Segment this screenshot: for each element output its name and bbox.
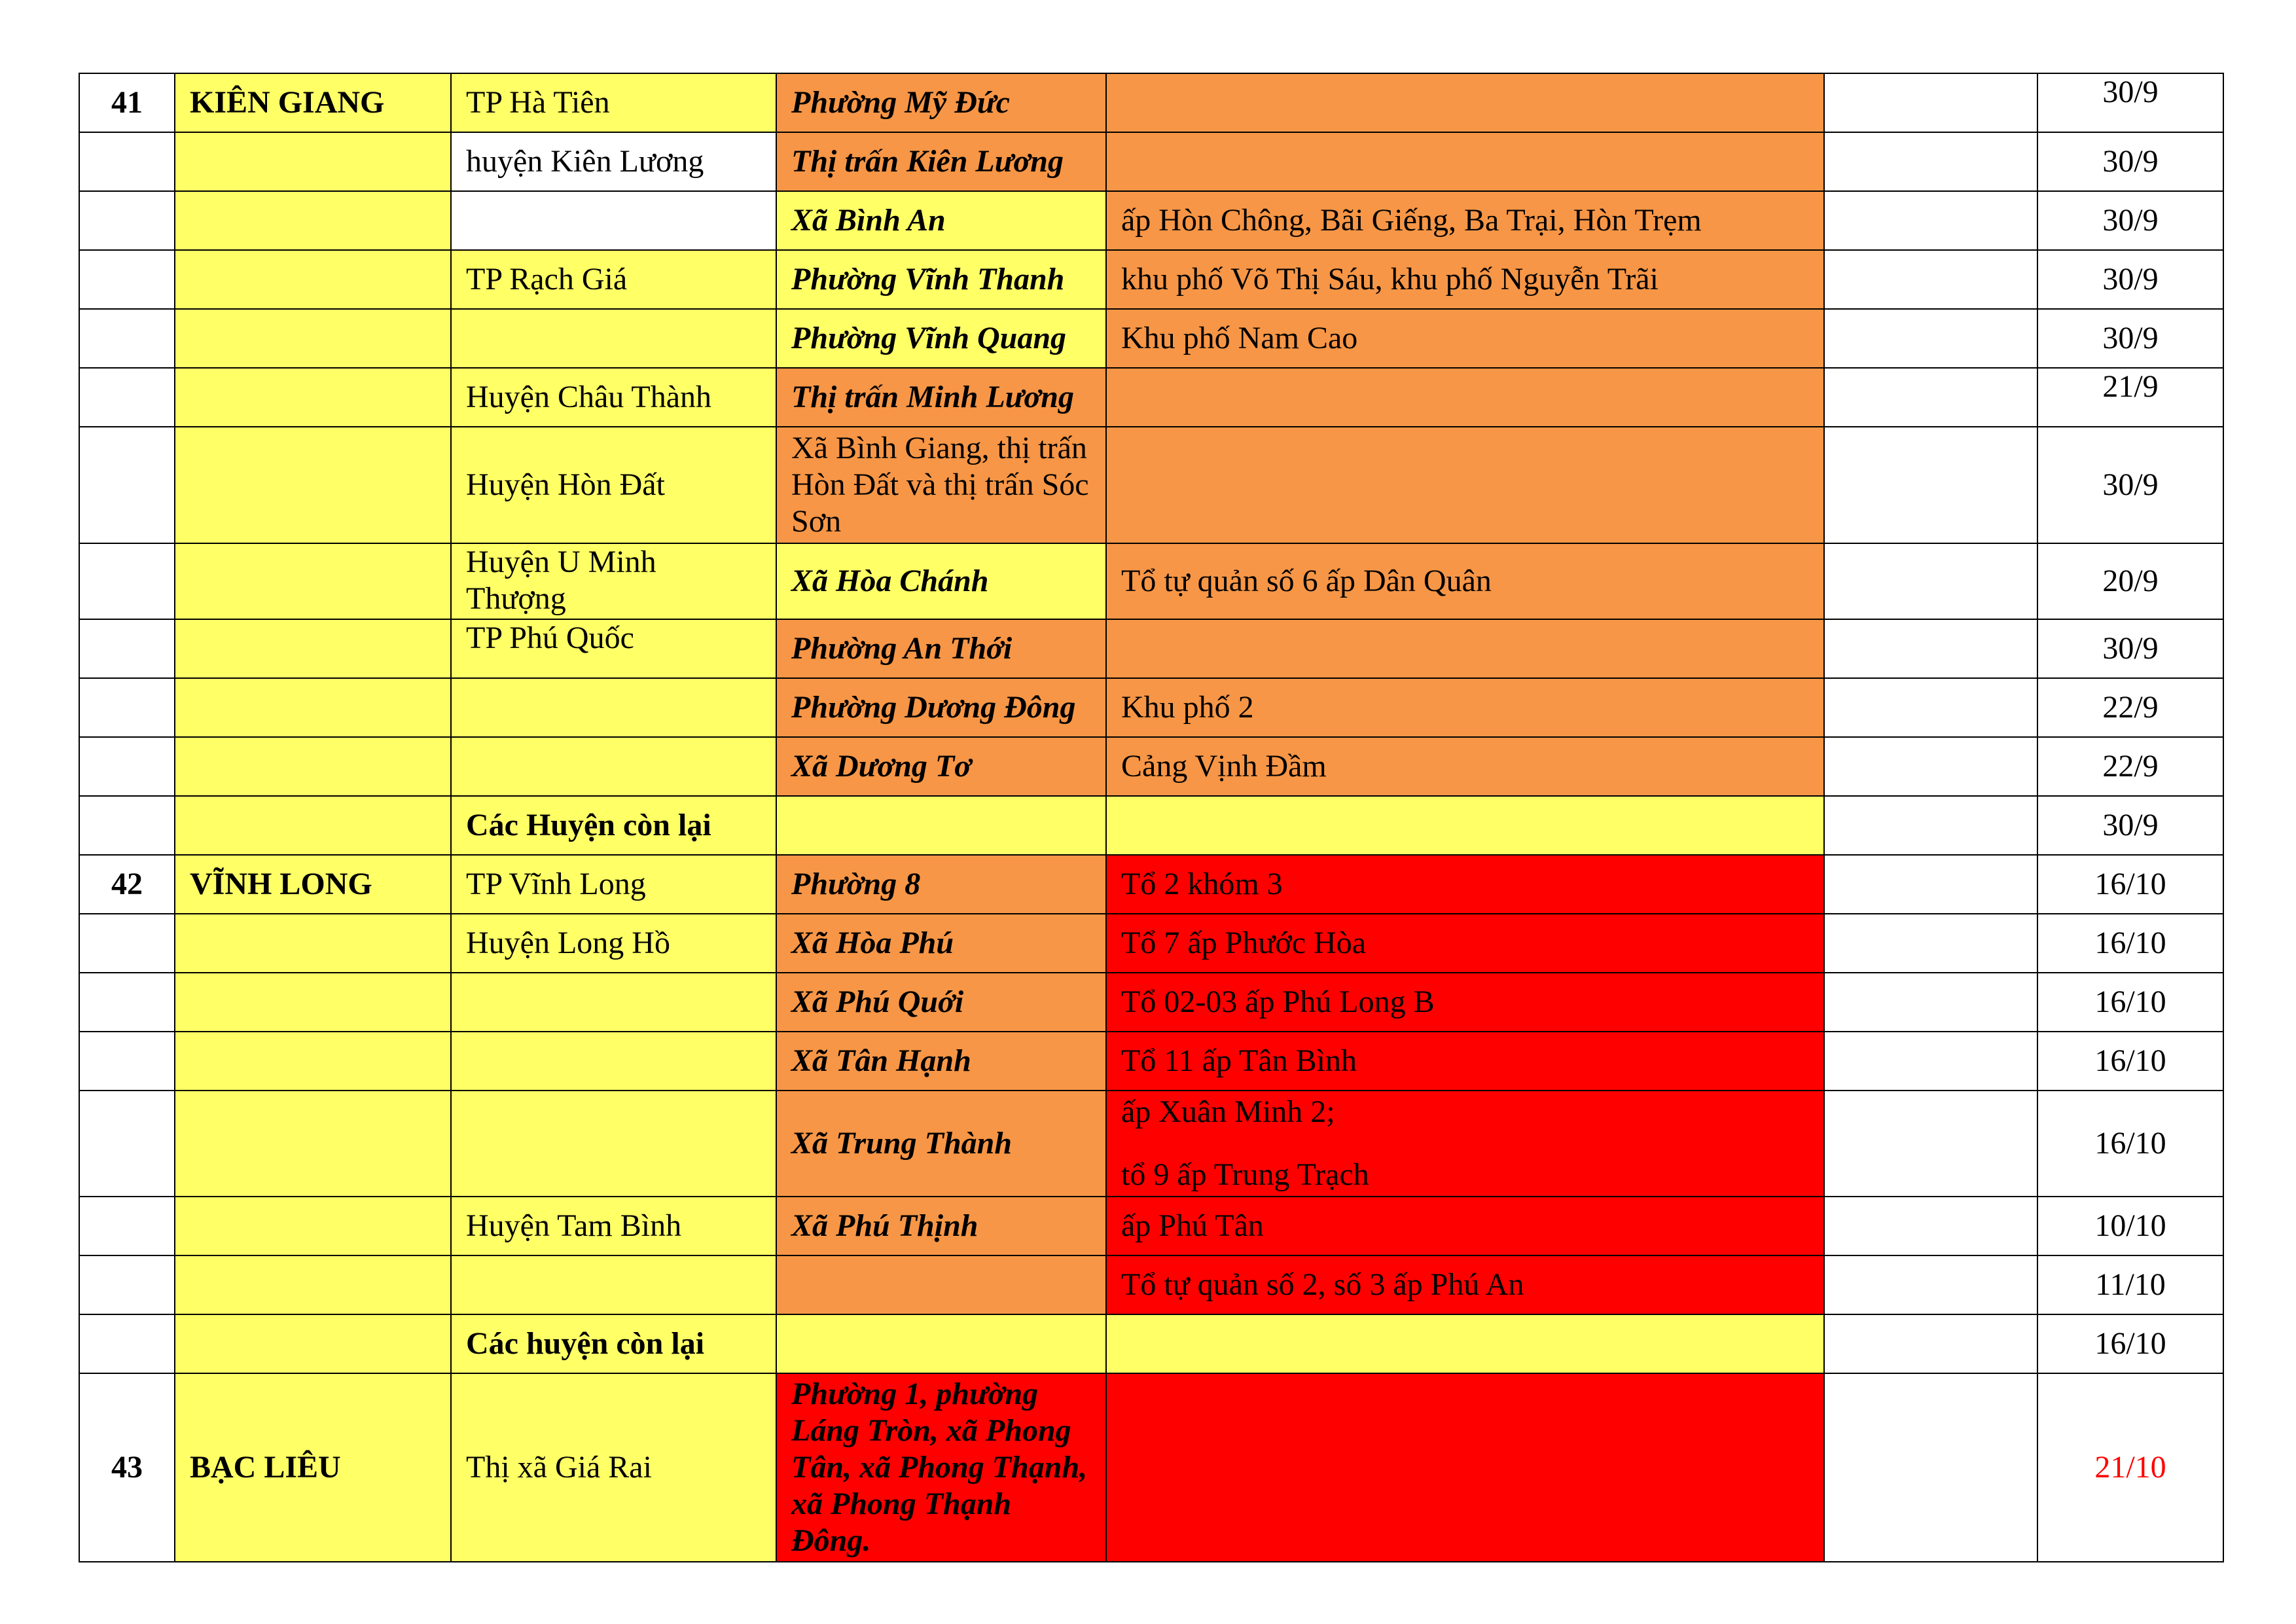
- district-name: Huyện Hòn Đất: [451, 427, 776, 543]
- district-name: Huyện Châu Thành: [451, 368, 776, 427]
- commune-name: Xã Hòa Phú: [776, 914, 1106, 973]
- extra-cell: [1824, 914, 2037, 973]
- row-number: [79, 1255, 175, 1314]
- table-row: [79, 309, 2223, 368]
- end-date: 16/10: [2037, 1091, 2223, 1197]
- extra-cell: [1824, 973, 2037, 1032]
- extra-cell: [1824, 1091, 2037, 1197]
- row-number: [79, 796, 175, 855]
- extra-cell: [1824, 427, 2037, 543]
- end-date: 22/9: [2037, 678, 2223, 737]
- end-date: 10/10: [2037, 1197, 2223, 1255]
- district-name: [451, 191, 776, 250]
- table-row: [79, 250, 2223, 309]
- district-name: Huyện Long Hồ: [451, 914, 776, 973]
- province-name: [175, 543, 451, 619]
- extra-cell: [1824, 1314, 2037, 1373]
- extra-cell: [1824, 678, 2037, 737]
- area-detail: Khu phố 2: [1106, 678, 1824, 737]
- district-name: Huyện U Minh Thượng: [451, 543, 776, 619]
- district-name: Thị xã Giá Rai: [451, 1373, 776, 1562]
- province-name: VĨNH LONG: [175, 855, 451, 914]
- commune-name: Xã Phú Quới: [776, 973, 1106, 1032]
- row-number: 43: [79, 1373, 175, 1562]
- extra-cell: [1824, 73, 2037, 132]
- commune-name: Xã Trung Thành: [776, 1091, 1106, 1197]
- commune-name: [776, 796, 1106, 855]
- end-date: 11/10: [2037, 1255, 2223, 1314]
- end-date: 22/9: [2037, 737, 2223, 796]
- row-number: [79, 619, 175, 678]
- end-date: 30/9: [2037, 250, 2223, 309]
- table-row: [79, 678, 2223, 737]
- commune-name: Xã Dương Tơ: [776, 737, 1106, 796]
- commune-name: Thị trấn Kiên Lương: [776, 132, 1106, 191]
- area-detail: Tổ 2 khóm 3: [1106, 855, 1824, 914]
- end-date: 20/9: [2037, 543, 2223, 619]
- extra-cell: [1824, 1197, 2037, 1255]
- area-detail: [1106, 73, 1824, 132]
- district-name: Các Huyện còn lại: [451, 796, 776, 855]
- province-name: [175, 250, 451, 309]
- commune-name: Phường Vĩnh Thanh: [776, 250, 1106, 309]
- extra-cell: [1824, 543, 2037, 619]
- table-row: [79, 737, 2223, 796]
- commune-name: Phường Vĩnh Quang: [776, 309, 1106, 368]
- district-name: [451, 737, 776, 796]
- area-detail: [1106, 796, 1824, 855]
- commune-name: Xã Hòa Chánh: [776, 543, 1106, 619]
- area-detail: Tổ tự quản số 2, số 3 ấp Phú An: [1106, 1255, 1824, 1314]
- table-row: [79, 1032, 2223, 1091]
- area-detail-line: ấp Xuân Minh 2;: [1121, 1094, 1335, 1129]
- area-detail: Tổ tự quản số 6 ấp Dân Quân: [1106, 543, 1824, 619]
- district-name: [451, 678, 776, 737]
- area-detail: Tổ 11 ấp Tân Bình: [1106, 1032, 1824, 1091]
- table-row: [79, 619, 2223, 678]
- row-number: [79, 678, 175, 737]
- extra-cell: [1824, 191, 2037, 250]
- area-detail: Tổ 02-03 ấp Phú Long B: [1106, 973, 1824, 1032]
- table-row: [79, 1373, 2223, 1562]
- end-date: 30/9: [2037, 796, 2223, 855]
- end-date: 30/9: [2037, 427, 2223, 543]
- extra-cell: [1824, 368, 2037, 427]
- district-name: TP Vĩnh Long: [451, 855, 776, 914]
- end-date: 16/10: [2037, 855, 2223, 914]
- extra-cell: [1824, 737, 2037, 796]
- province-name: [175, 1314, 451, 1373]
- commune-name: Phường Dương Đông: [776, 678, 1106, 737]
- row-number: [79, 973, 175, 1032]
- commune-name: [776, 1255, 1106, 1314]
- end-date: 16/10: [2037, 1032, 2223, 1091]
- province-name: [175, 427, 451, 543]
- province-name: KIÊN GIANG: [175, 73, 451, 132]
- data-table: [79, 73, 2224, 1562]
- extra-cell: [1824, 309, 2037, 368]
- commune-name: Phường 8: [776, 855, 1106, 914]
- row-number: [79, 1197, 175, 1255]
- table-row: [79, 368, 2223, 427]
- row-number: [79, 250, 175, 309]
- table-row: [79, 855, 2223, 914]
- table-row: [79, 191, 2223, 250]
- commune-name: Phường 1, phường Láng Tròn, xã Phong Tân, xã Phong Thạnh, xã Phong Thạnh Đông.: [776, 1373, 1106, 1562]
- province-name: [175, 1255, 451, 1314]
- end-date: 16/10: [2037, 1314, 2223, 1373]
- extra-cell: [1824, 855, 2037, 914]
- end-date: 30/9: [2037, 191, 2223, 250]
- province-name: [175, 1032, 451, 1091]
- area-detail: ấp Phú Tân: [1106, 1197, 1824, 1255]
- province-name: [175, 132, 451, 191]
- row-number: [79, 132, 175, 191]
- end-date: 30/9: [2037, 73, 2223, 132]
- district-name: [451, 309, 776, 368]
- province-name: [175, 796, 451, 855]
- district-name: [451, 1091, 776, 1197]
- table-row: [79, 1314, 2223, 1373]
- area-detail: [1106, 427, 1824, 543]
- district-name: [451, 973, 776, 1032]
- area-detail: [1106, 132, 1824, 191]
- commune-name: [776, 1314, 1106, 1373]
- province-name: [175, 678, 451, 737]
- province-name: [175, 1197, 451, 1255]
- extra-cell: [1824, 796, 2037, 855]
- area-detail: Khu phố Nam Cao: [1106, 309, 1824, 368]
- end-date: 30/9: [2037, 619, 2223, 678]
- province-name: [175, 737, 451, 796]
- row-number: [79, 737, 175, 796]
- extra-cell: [1824, 619, 2037, 678]
- district-name: Huyện Tam Bình: [451, 1197, 776, 1255]
- row-number: [79, 427, 175, 543]
- row-number: [79, 914, 175, 973]
- table-row: [79, 1255, 2223, 1314]
- table-row: [79, 132, 2223, 191]
- end-date: 30/9: [2037, 309, 2223, 368]
- district-name: huyện Kiên Lương: [451, 132, 776, 191]
- row-number: [79, 1032, 175, 1091]
- province-name: [175, 914, 451, 973]
- district-name: TP Phú Quốc: [451, 619, 776, 678]
- commune-name: Xã Phú Thịnh: [776, 1197, 1106, 1255]
- province-name: [175, 368, 451, 427]
- area-detail: ấp Hòn Chông, Bãi Giếng, Ba Trại, Hòn Trẹm: [1106, 191, 1824, 250]
- row-number: 41: [79, 73, 175, 132]
- extra-cell: [1824, 1373, 2037, 1562]
- table-row: [79, 796, 2223, 855]
- commune-name: Xã Bình Giang, thị trấn Hòn Đất và thị trấn Sóc Sơn: [776, 427, 1106, 543]
- province-name: [175, 973, 451, 1032]
- extra-cell: [1824, 1255, 2037, 1314]
- table-row: [79, 914, 2223, 973]
- end-date: 16/10: [2037, 914, 2223, 973]
- area-detail: Tổ 7 ấp Phước Hòa: [1106, 914, 1824, 973]
- district-name: Các huyện còn lại: [451, 1314, 776, 1373]
- commune-name: Phường Mỹ Đức: [776, 73, 1106, 132]
- province-name: [175, 191, 451, 250]
- commune-name: Thị trấn Minh Lương: [776, 368, 1106, 427]
- row-number: [79, 309, 175, 368]
- area-detail: khu phố Võ Thị Sáu, khu phố Nguyễn Trãi: [1106, 250, 1824, 309]
- row-number: [79, 1314, 175, 1373]
- area-detail: Cảng Vịnh Đầm: [1106, 737, 1824, 796]
- extra-cell: [1824, 250, 2037, 309]
- district-name: TP Rạch Giá: [451, 250, 776, 309]
- row-number: [79, 543, 175, 619]
- province-name: [175, 1091, 451, 1197]
- table-row: [79, 427, 2223, 543]
- extra-cell: [1824, 1032, 2037, 1091]
- table-row: [79, 543, 2223, 619]
- row-number: [79, 1091, 175, 1197]
- extra-cell: [1824, 132, 2037, 191]
- table-row: [79, 1197, 2223, 1255]
- area-detail: [1106, 368, 1824, 427]
- district-name: TP Hà Tiên: [451, 73, 776, 132]
- area-detail: [1106, 1091, 1824, 1197]
- row-number: [79, 368, 175, 427]
- district-name: [451, 1032, 776, 1091]
- row-number: 42: [79, 855, 175, 914]
- end-date: 30/9: [2037, 132, 2223, 191]
- end-date: 21/9: [2037, 368, 2223, 427]
- table-row: [79, 973, 2223, 1032]
- province-name: [175, 619, 451, 678]
- province-name: BẠC LIÊU: [175, 1373, 451, 1562]
- province-name: [175, 309, 451, 368]
- table-row: [79, 1091, 2223, 1197]
- area-detail: [1106, 1373, 1824, 1562]
- area-detail: [1106, 1314, 1824, 1373]
- row-number: [79, 191, 175, 250]
- area-detail: [1106, 619, 1824, 678]
- area-detail-line: tổ 9 ấp Trung Trạch: [1121, 1157, 1369, 1192]
- commune-name: Xã Tân Hạnh: [776, 1032, 1106, 1091]
- district-name: [451, 1255, 776, 1314]
- end-date: 16/10: [2037, 973, 2223, 1032]
- commune-name: Xã Bình An: [776, 191, 1106, 250]
- end-date: 21/10: [2037, 1373, 2223, 1562]
- commune-name: Phường An Thới: [776, 619, 1106, 678]
- table-row: [79, 73, 2223, 132]
